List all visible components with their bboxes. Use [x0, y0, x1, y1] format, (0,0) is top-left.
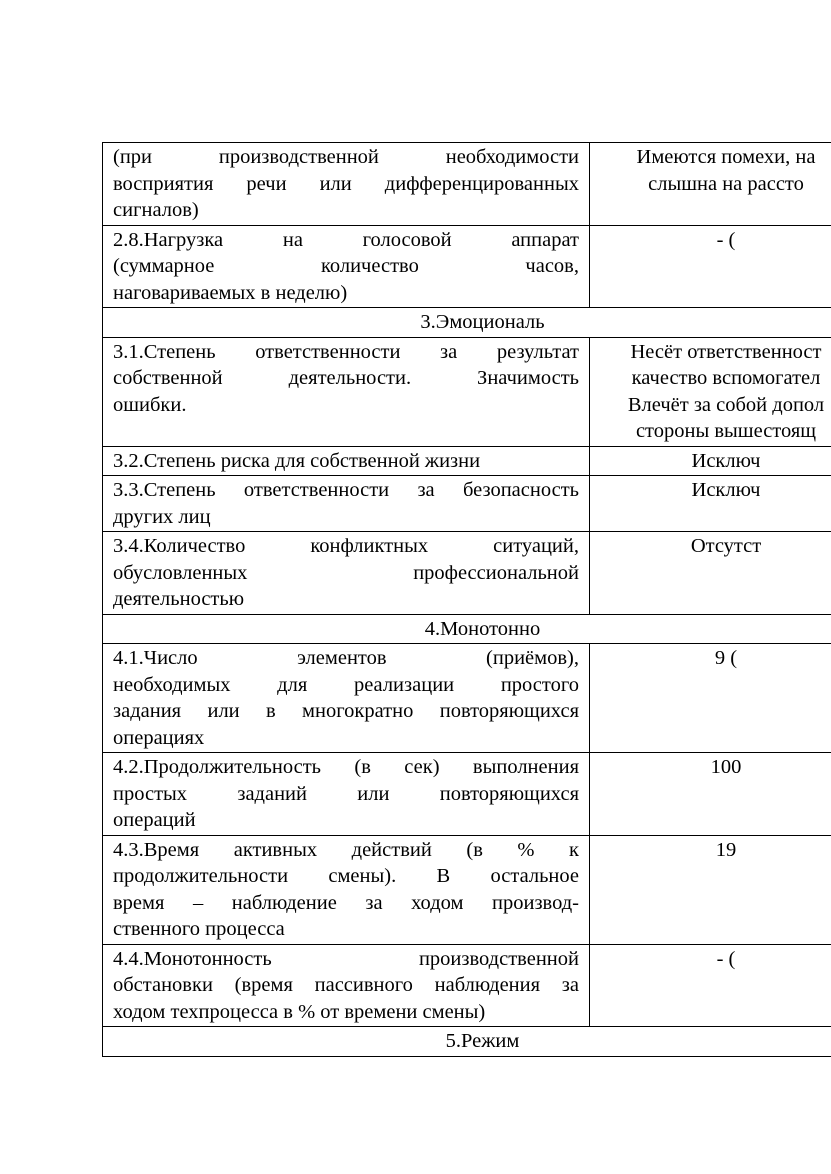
cell-line: простых заданий или повторяющихся — [113, 782, 579, 805]
cell-line: 4.3.Время активных действий (в % к — [113, 838, 579, 861]
cell-line: наговариваемых в неделю) — [113, 281, 348, 304]
cell-line: операциях — [113, 726, 205, 749]
value-cell — [590, 446, 831, 476]
cell-line: время – наблюдение за ходом производ- — [113, 891, 579, 914]
cell-line: других лиц — [113, 505, 211, 528]
cell-line: собственной деятельности. Значимость — [113, 367, 579, 389]
cell-line: обстановки (время пассивного наблюдения за — [113, 974, 579, 996]
cell-line: 4.1.Число элементов (приёмов), — [113, 647, 579, 669]
cell-line: - ( — [716, 947, 736, 970]
cell-line: стороны вышестоящ — [635, 420, 817, 442]
value-cell — [590, 337, 831, 446]
cell-line: обусловленных профессиональной — [113, 561, 579, 584]
table-row — [103, 143, 831, 226]
value-cell — [590, 532, 831, 615]
cell-line: 4.2.Продолжительность (в сек) выполнения — [113, 756, 579, 778]
cell-line: продолжительности смены). В остальное — [113, 865, 579, 887]
indicator-cell — [103, 337, 590, 446]
working-conditions-table — [102, 142, 831, 1057]
indicator-cell — [103, 532, 590, 615]
cell-line: операций — [113, 809, 196, 831]
value-cell — [590, 143, 831, 226]
cell-line: слышна на рассто — [648, 172, 804, 195]
indicator-cell — [103, 644, 590, 753]
cell-line: 2.8.Нагрузка на голосовой аппарат — [113, 228, 579, 251]
cell-line: Влечёт за собой допол — [627, 393, 825, 416]
table-row — [103, 446, 831, 476]
cell-line: сигналов) — [113, 199, 199, 221]
cell-line: 3.3.Степень ответственности за безопасность — [113, 479, 579, 501]
table-row — [103, 532, 831, 615]
cell-line: 9 ( — [714, 647, 738, 669]
value-cell — [590, 753, 831, 836]
value-cell — [590, 225, 831, 308]
cell-line: ходом техпроцесса в % от времени смены) — [113, 1000, 486, 1023]
indicator-cell — [103, 476, 590, 532]
cell-line: Исключ — [691, 479, 761, 501]
value-cell — [590, 835, 831, 944]
cell-line: необходимых для реализации простого — [113, 673, 579, 696]
cell-line: восприятия речи или дифференцированных — [113, 172, 579, 195]
indicator-cell — [103, 446, 590, 476]
cell-line: (суммарное количество часов, — [113, 255, 579, 277]
cell-line: Несёт ответственност — [630, 340, 822, 363]
cell-line: 3.4.Количество конфликтных ситуаций, — [113, 535, 579, 557]
cell-line: качество вспомогател — [631, 367, 821, 389]
cell-line: ошибки. — [113, 393, 187, 416]
indicator-cell — [103, 753, 590, 836]
cell-line: 19 — [715, 838, 737, 861]
cell-line: Исключ — [691, 449, 761, 472]
table-row — [103, 835, 831, 944]
cell-line: 3.1.Степень ответственности за результат — [113, 340, 579, 363]
value-cell — [590, 476, 831, 532]
cell-line: 4.4.Монотонность производственной — [113, 947, 579, 970]
section-heading: 4.Монотонно — [103, 614, 831, 644]
cell-line: Отсутст — [690, 535, 762, 557]
section-row — [103, 1027, 831, 1057]
section-heading: 3.Эмоциональ — [103, 308, 831, 338]
table-row — [103, 753, 831, 836]
cell-line: - ( — [716, 228, 736, 251]
table-row — [103, 337, 831, 446]
cell-line: 3.2.Степень риска для собственной жизни — [113, 449, 481, 472]
value-cell — [590, 944, 831, 1027]
cell-line: задания или в многократно повторяющихся — [113, 700, 579, 722]
indicator-cell — [103, 225, 590, 308]
table-row — [103, 476, 831, 532]
table-row — [103, 225, 831, 308]
indicator-cell — [103, 143, 590, 226]
cell-line: (при производственной необходимости — [113, 146, 579, 168]
indicator-cell — [103, 944, 590, 1027]
cell-line: Имеются помехи, на — [636, 146, 816, 168]
table-row — [103, 644, 831, 753]
section-heading: 5.Режим — [103, 1027, 831, 1057]
section-row — [103, 308, 831, 338]
section-row — [103, 614, 831, 644]
indicator-cell — [103, 835, 590, 944]
cell-line: ственного процесса — [113, 918, 285, 940]
table-row — [103, 944, 831, 1027]
value-cell — [590, 644, 831, 753]
cell-line: 100 — [710, 756, 742, 778]
cell-line: деятельностью — [113, 588, 245, 610]
